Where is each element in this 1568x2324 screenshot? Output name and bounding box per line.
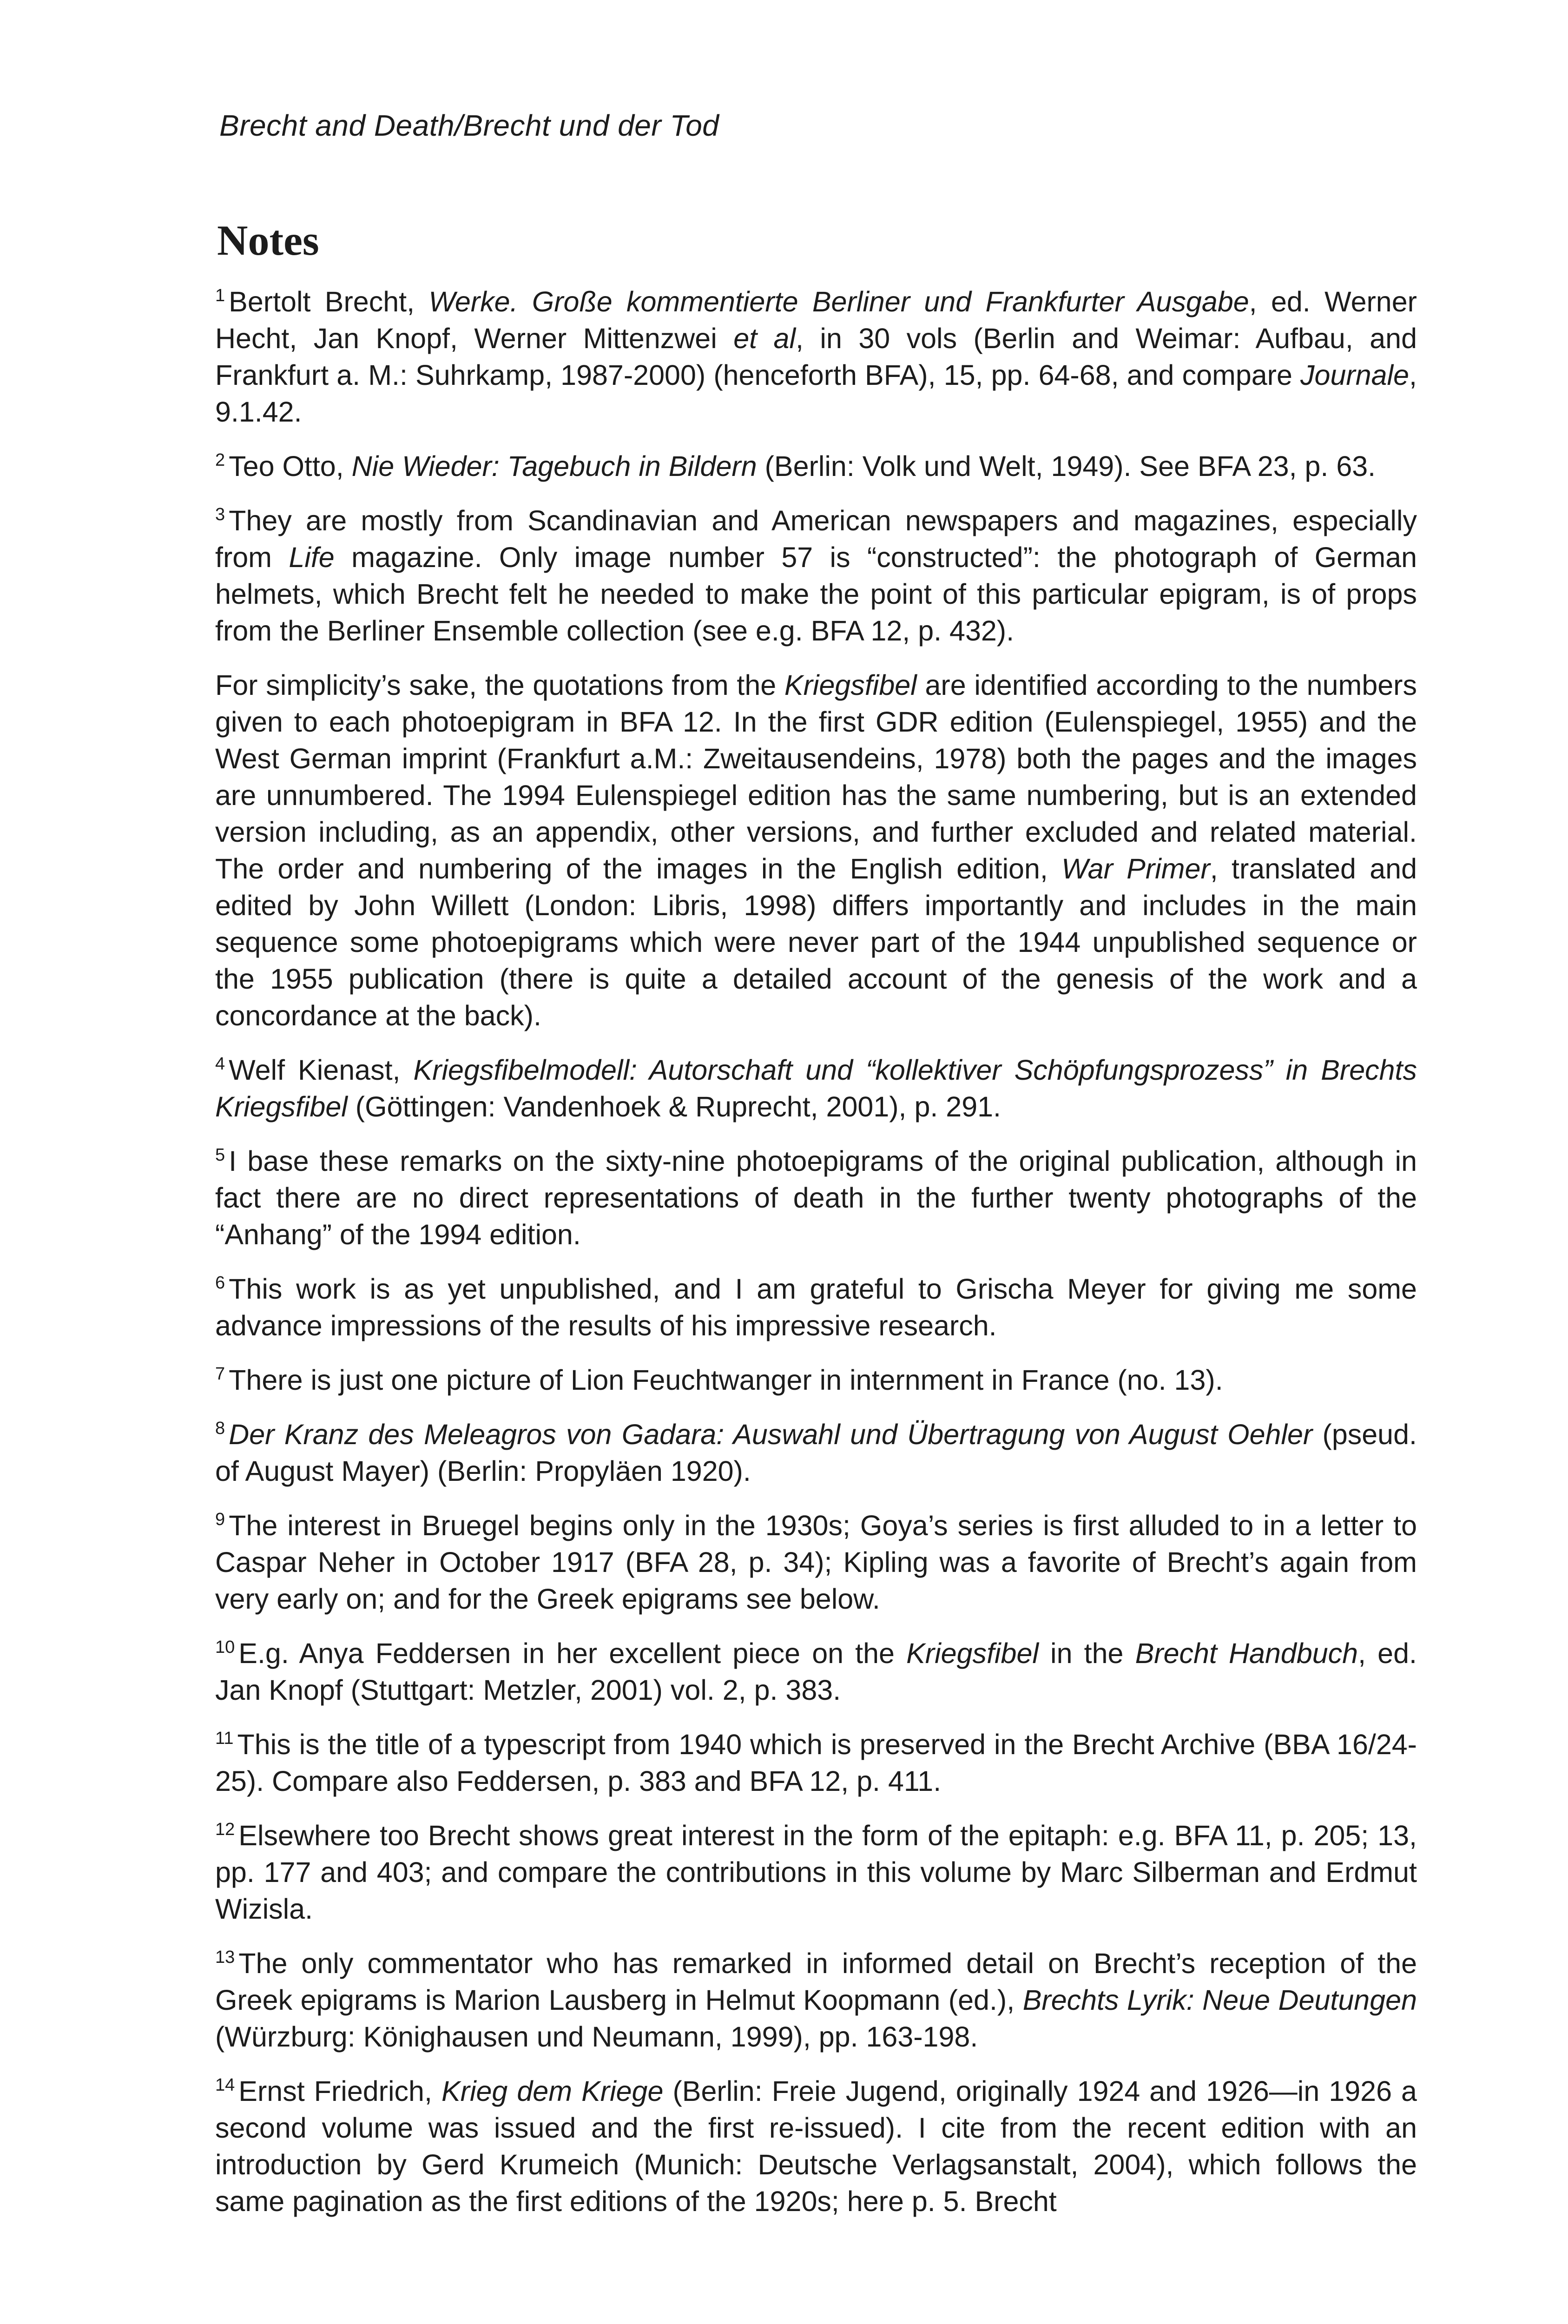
note-text: Ernst Friedrich, [238,2075,441,2107]
endnote-7 [215,1362,1417,1399]
note-number: 13 [215,1948,235,1967]
running-head: Brecht and Death/Brecht und der Tod [219,109,719,142]
endnote-11 [215,1726,1417,1800]
note-text: magazine. Only image number 57 is “constructed”: the photograph of German helmets, which Brecht felt he needed to make the point of this particular epigram, is of props from the Berliner Ensemble collection (see e.g. BFA 12, p. 432). [215,541,1417,647]
note-number: 6 [215,1273,225,1293]
note-title: War Primer [1061,853,1210,885]
note-number: 1 [215,286,225,305]
endnote-13 [215,1945,1417,2055]
endnote-10 [215,1635,1417,1709]
note-title: Journale [1300,359,1410,391]
endnote-8 [215,1416,1417,1490]
endnote-3 [215,502,1417,649]
note-text: They are mostly from Scandinavian and American newspapers and magazines, especially from [215,505,1417,573]
endnote-6 [215,1271,1417,1344]
endnote-12 [215,1817,1417,1928]
note-title: Life [289,541,335,573]
note-text: are identified according to the numbers given to each photoepigram in BFA 12. In the first GDR edition (Eulenspiegel, 1955) and the West German imprint (Frankfurt a.M.: Zweitausendeins, 1978) both the pages and the images are unnumbered. The 1994 Eulenspiegel edition has the same numbering, but is an extended version including, as an appendix, other versions, and further excluded and related material. The order and numbering of the images in the English edition, [215,669,1417,885]
note-text: , translated and edited by John Willett (London: Libris, 1998) differs importantly and includes in the main sequence some photoepigrams which were never part of the 1944 unpublished sequence or the 1955 publication (there is quite a detailed account of the genesis of the work and a concordance at the back). [215,853,1417,1031]
note-text: I base these remarks on the sixty-nine photoepigrams of the original publication, although in fact there are no direct representations of death in the further twenty photographs of the “Anhang” of the 1994 edition. [215,1145,1417,1250]
note-number: 11 [215,1729,234,1748]
note-number: 8 [215,1419,225,1438]
note-number: 5 [215,1145,225,1165]
note-text: Bertolt Brecht, [229,286,429,317]
note-title: Kriegsfibel [906,1637,1039,1669]
note-text: This is the title of a typescript from 1940 which is preserved in the Brecht Archive (BBA 16/24-25). Compare also Feddersen, p. 383 and BFA 12, p. 411. [215,1729,1417,1797]
note-title: Werke. Große kommentierte Berliner und Frankfurter Ausgabe [428,286,1249,317]
note-title: Der Kranz des Meleagros von Gadara: Auswahl und Übertragung von August Oehler [229,1419,1313,1450]
note-text: (Göttingen: Vandenhoek & Ruprecht, 2001), p. 291. [347,1091,1001,1122]
endnote-14 [215,2073,1417,2220]
note-title: Krieg dem Kriege [441,2075,664,2107]
note-text: (Berlin: Freie Jugend, originally 1924 and 1926—in 1926 a second volume was issued and the first re-issued). I cite from the recent edition with an introduction by Gerd Krumeich (Munich: Deutsche Verlagsanstalt, 2004), which follows the same pagination as the first editions of the 1920s; here p. 5. Brecht [215,2075,1417,2217]
note-title: Nie Wieder: Tagebuch in Bildern [351,450,757,482]
note-text: E.g. Anya Feddersen in her excellent piece on the [238,1637,907,1669]
note-number: 4 [215,1054,225,1074]
note-text: This work is as yet unpublished, and I am grateful to Grischa Meyer for giving me some advance impressions of the results of his impressive research. [215,1273,1417,1341]
note-text: (pseud. of August Mayer) (Berlin: Propyläen 1920). [215,1419,1417,1487]
note-text: (Berlin: Volk und Welt, 1949). See BFA 23, p. 63. [757,450,1376,482]
note-text: There is just one picture of Lion Feuchtwanger in internment in France (no. 13). [229,1364,1223,1396]
note-text: The interest in Bruegel begins only in the 1930s; Goya’s series is first alluded to in a letter to Caspar Neher in October 1917 (BFA 28, p. 34); Kipling was a favorite of Brecht’s again from very early on; and for the Greek epigrams see below. [215,1510,1417,1615]
note-text: Teo Otto, [229,450,352,482]
note-title: et al [733,323,796,354]
note-text: , ed. Werner Hecht, Jan Knopf, Werner Mittenzwei [215,286,1417,354]
notes-list [215,284,1417,2238]
endnote-5 [215,1143,1417,1253]
note-number: 14 [215,2075,235,2095]
note-number: 7 [215,1364,225,1384]
note-number: 12 [215,1820,235,1839]
endnote-3-continuation [215,667,1417,1034]
note-title: Brechts Lyrik: Neue Deutungen [1022,1984,1417,2016]
note-text: Welf Kienast, [229,1054,414,1086]
notes-heading: Notes [217,217,319,264]
endnote-4 [215,1052,1417,1125]
note-number: 9 [215,1510,225,1529]
endnote-1 [215,284,1417,430]
note-text: For simplicity’s sake, the quotations from the [215,669,784,701]
note-title: Kriegsfibelmodell: Autorschaft und “kollektiver Schöpfungsprozess” in Brechts Kriegsfibel [215,1054,1417,1122]
note-text: (Würzburg: Könighausen und Neumann, 1999), pp. 163-198. [215,2021,978,2053]
note-text: , 9.1.42. [215,359,1417,428]
note-text: , ed. Jan Knopf (Stuttgart: Metzler, 2001) vol. 2, p. 383. [215,1637,1417,1706]
note-title: Brecht Handbuch [1135,1637,1358,1669]
endnote-2 [215,448,1417,485]
note-text: , in 30 vols (Berlin and Weimar: Aufbau, and Frankfurt a. M.: Suhrkamp, 1987-2000) (henceforth BFA), 15, pp. 64-68, and compare [215,323,1417,391]
note-number: 2 [215,450,225,470]
note-number: 3 [215,505,225,524]
note-title: Kriegsfibel [784,669,917,701]
note-text: Elsewhere too Brecht shows great interest in the form of the epitaph: e.g. BFA 11, p. 205; 13, pp. 177 and 403; and compare the contributions in this volume by Marc Silberman and Erdmut Wizisla. [215,1820,1417,1925]
note-text: in the [1038,1637,1135,1669]
note-number: 10 [215,1637,235,1657]
endnote-9 [215,1507,1417,1618]
note-text: The only commentator who has remarked in informed detail on Brecht’s reception of the Greek epigrams is Marion Lausberg in Helmut Koopmann (ed.), [215,1948,1417,2016]
